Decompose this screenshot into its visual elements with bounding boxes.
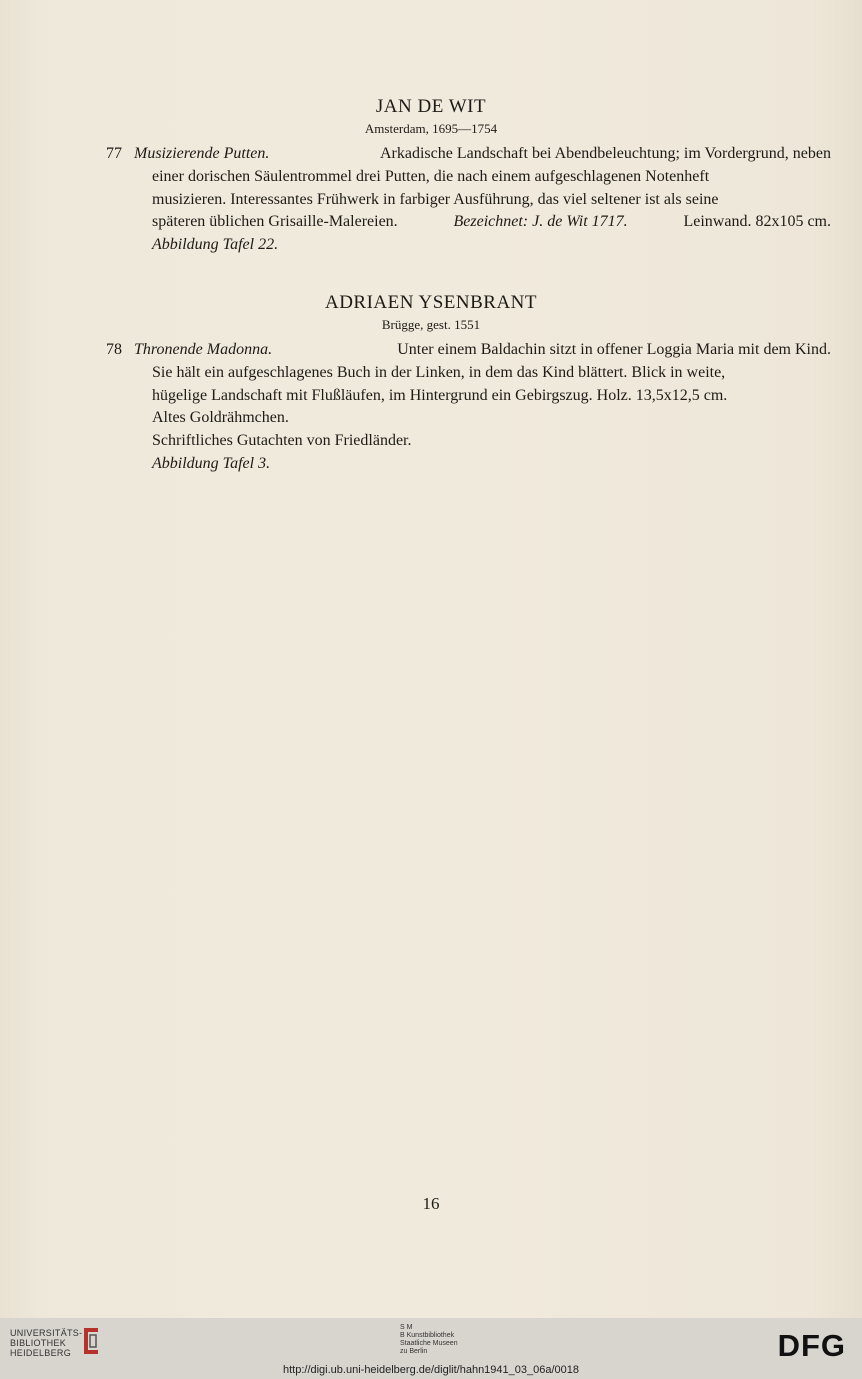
plate-reference: Abbildung Tafel 3. xyxy=(152,454,271,472)
entry-line: Schriftliches Gutachten von Friedländer. xyxy=(152,432,412,450)
museum-library-logo: S M B Kunstbibliothek Staatliche Museen zu Berlin xyxy=(400,1324,458,1355)
entry-line xyxy=(106,211,831,234)
entry-number: 77 xyxy=(106,145,122,162)
page-number: 16 xyxy=(422,1194,440,1213)
source-url[interactable]: http://digi.ub.uni-heidelberg.de/diglit/hahn1941_03_06a/0018 xyxy=(282,1364,580,1376)
entry-title: Musizierende Putten. xyxy=(134,145,270,162)
digitization-footer xyxy=(0,1318,862,1379)
entry-line xyxy=(106,339,831,362)
entry-line: musizieren. Interessantes Frühwerk in farbiger Ausführung, das viel seltener ist als seine xyxy=(152,190,719,208)
entry-line: hügelige Landschaft mit Flußläufen, im Hintergrund ein Gebirgszug. Holz. 13,5x12,5 cm. xyxy=(152,386,728,404)
entry-line xyxy=(106,143,831,166)
entry-title: Thronende Madonna. xyxy=(134,341,273,358)
artist-dates: Brügge, gest. 1551 xyxy=(381,317,481,332)
entry-text: späteren üblichen Grisaille-Malereien. xyxy=(152,213,398,231)
entry-text: Unter einem Baldachin sitzt in offener Loggia Maria mit dem Kind. xyxy=(397,341,831,358)
entry-text: Arkadische Landschaft bei Abendbeleuchtung; im Vordergrund, neben xyxy=(380,145,831,162)
library-emblem-icon xyxy=(80,1326,102,1356)
entry-line: Sie hält ein aufgeschlagenes Buch in der Linken, in dem das Kind blättert. Blick in weite, xyxy=(152,363,726,381)
entry-line xyxy=(106,453,831,476)
artist-name: JAN DE WIT xyxy=(375,96,487,117)
entry-line: Altes Goldrähmchen. xyxy=(152,409,289,427)
entry-line xyxy=(106,234,831,257)
dfg-logo: DFG xyxy=(777,1328,846,1363)
entry-signature: Bezeichnet: J. de Wit 1717. xyxy=(453,213,628,231)
entry-text: Leinwand. 82x105 cm. xyxy=(683,213,831,231)
university-library-logo: UNIVERSITÄTS- BIBLIOTHEK HEIDELBERG xyxy=(10,1328,83,1358)
artist-name: ADRIAEN YSENBRANT xyxy=(324,292,538,313)
plate-reference: Abbildung Tafel 22. xyxy=(152,236,279,254)
catalog-entry xyxy=(106,339,831,476)
entry-number: 78 xyxy=(106,341,122,358)
artist-dates: Amsterdam, 1695—1754 xyxy=(364,121,498,136)
entry-line: einer dorischen Säulentrommel drei Putten, die nach einem aufgeschlagenen Notenheft xyxy=(152,167,710,185)
catalog-entry xyxy=(106,143,831,257)
